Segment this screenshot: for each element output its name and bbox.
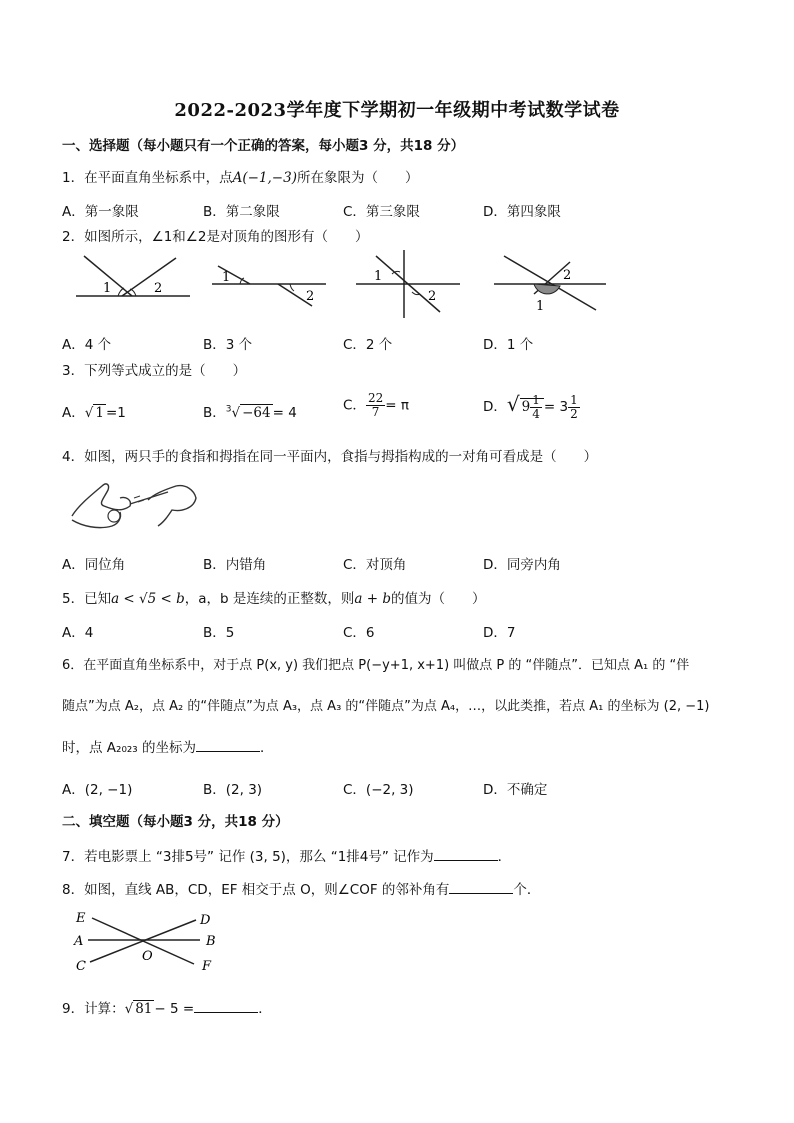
point-label-c: C: [76, 959, 86, 974]
question-1-option-b: B．第二象限: [203, 204, 280, 220]
answer-blank: [449, 881, 513, 894]
question-2-figures: [0, 248, 794, 328]
question-6-line-2: 随点”为点 A₂，点 A₂ 的“伴随点”为点 A₃，点 A₃ 的“伴随点”为点 A₄，…，以此类推，若点 A₁ 的坐标为 (2, −1): [62, 699, 710, 714]
angle-label-1: 1: [103, 281, 112, 296]
angle-label-2: 2: [154, 281, 163, 296]
page-title: 2022-2023学年度下学期初一年级期中考试数学试卷: [174, 100, 620, 121]
angle-figure-2: [212, 266, 326, 306]
question-9: 9．计算：√ 81 − 5 = ．: [62, 1001, 272, 1017]
angle-label-2: 2: [306, 289, 315, 304]
question-4-option-a: A．同位角: [62, 557, 126, 573]
question-1: [62, 166, 418, 186]
question-3-option-a: A．√ 1 =1: [62, 405, 126, 421]
answer-blank: [434, 848, 498, 861]
question-1-point: A(−1,−3): [232, 170, 297, 186]
question-2-option-a: A．4 个: [62, 337, 112, 353]
question-6-line-1: 6．在平面直角坐标系中，对于点 P(x, y) 我们把点 P(−y+1, x+1) 叫做点 P 的 “伴随点”．已知点 A₁ 的 “伴: [62, 658, 690, 673]
question-6-option-a: A．(2, −1): [62, 782, 133, 798]
question-2-option-c: C．2 个: [343, 337, 393, 353]
intersecting-lines-figure: [70, 908, 230, 978]
question-5-option-c: C．6: [343, 625, 375, 641]
question-3-option-c: C． $\frac{22}{7}$ = π: [343, 391, 409, 419]
answer-blank: [194, 1000, 258, 1013]
point-label-d: D: [200, 913, 211, 928]
question-4-stem: 4．如图，两只手的食指和拇指在同一平面内，食指与拇指构成的一对角可看成是（ ）: [62, 449, 598, 465]
question-6-option-c: C．(−2, 3): [343, 782, 414, 798]
question-1-stem-a: 1．在平面直角坐标系中，点: [62, 170, 233, 186]
point-label-a: A: [74, 934, 84, 949]
point-label-o: O: [142, 949, 153, 964]
angle-label-1: 1: [222, 270, 231, 285]
question-4-option-d: D．同旁内角: [483, 557, 561, 573]
angle-figure-4: [494, 256, 606, 314]
point-label-f: F: [202, 959, 212, 974]
question-5-option-b: B．5: [203, 625, 235, 641]
question-4-option-b: B．内错角: [203, 557, 267, 573]
question-6-option-d: D．不确定: [483, 782, 548, 798]
hands-figure: [68, 476, 208, 536]
question-5-option-a: A．4: [62, 625, 94, 641]
question-6-option-b: B．(2, 3): [203, 782, 263, 798]
question-3-option-d: D．√ 9 $\frac{1}{4}$ = 3 $\frac{1}{2}$: [483, 392, 578, 421]
question-3-option-b: B．$^3$√ −64 = 4: [203, 404, 297, 421]
section-heading-fill: 二、填空题（每小题3 分，共18 分）: [62, 814, 289, 830]
question-4-option-c: C．对顶角: [343, 557, 407, 573]
question-5-option-d: D．7: [483, 625, 516, 641]
question-2-option-b: B．3 个: [203, 337, 253, 353]
angle-label-1: 1: [536, 299, 545, 314]
question-6-line-3: 时，点 A₂₀₂₃ 的坐标为 ．: [62, 740, 274, 756]
question-8: 8．如图，直线 AB，CD，EF 相交于点 O，则∠COF 的邻补角有 个．: [62, 882, 541, 898]
angle-figure-1: [76, 256, 190, 296]
point-label-e: E: [76, 911, 86, 926]
angle-label-2: 2: [428, 289, 437, 304]
question-1-stem-b: 所在象限为（ ）: [296, 170, 419, 186]
point-label-b: B: [206, 934, 216, 949]
question-7: 7．若电影票上 “3排5号” 记作 (3, 5)，那么 “1排4号” 记作为 ．: [62, 849, 512, 865]
question-2-stem: 2．如图所示，∠1和∠2是对顶角的图形有（ ）: [62, 229, 369, 245]
angle-label-1: 1: [374, 269, 383, 284]
question-3-stem: 3．下列等式成立的是（ ）: [62, 363, 247, 379]
section-heading-choice: 一、选择题（每小题只有一个正确的答案，每小题3 分，共18 分）: [62, 138, 465, 154]
question-5: 5．已知a < √5 < b，a，b 是连续的正整数，则a + b的值为（ ）: [62, 591, 486, 607]
angle-figure-3: [356, 250, 460, 318]
question-1-option-d: D．第四象限: [483, 204, 561, 220]
question-2-option-d: D．1 个: [483, 337, 534, 353]
question-1-option-a: A．第一象限: [62, 204, 139, 220]
angle-label-2: 2: [563, 268, 572, 283]
answer-blank: [196, 739, 260, 752]
question-1-option-c: C．第三象限: [343, 204, 420, 220]
